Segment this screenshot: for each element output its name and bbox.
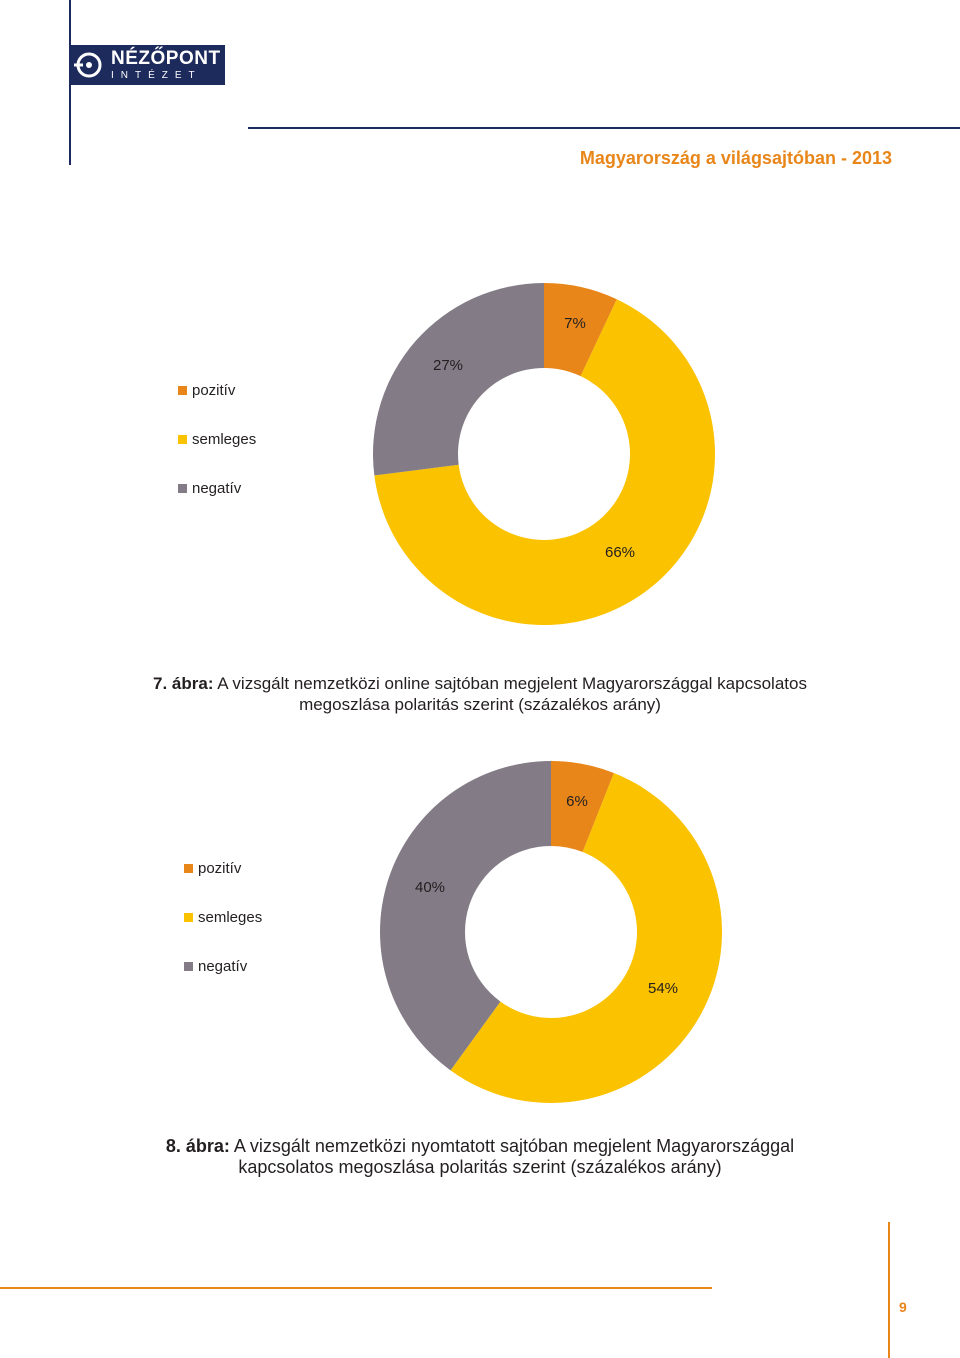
legend-swatch-negativ	[178, 484, 187, 493]
legend-swatch-semleges	[178, 435, 187, 444]
slice-negativ	[373, 283, 544, 475]
legend-item-semleges	[178, 429, 256, 449]
caption-text: A vizsgált nemzetközi online sajtóban megjelent Magyarországgal kapcsolatos	[213, 674, 807, 693]
data-label-negativ: 27%	[432, 357, 464, 374]
caption-text: A vizsgált nemzetközi nyomtatott sajtóban megjelent Magyarországgal	[229, 1136, 795, 1156]
legend-item-semleges	[184, 907, 262, 927]
legend-label: semleges	[198, 908, 263, 926]
footer-rule-horizontal	[0, 1287, 712, 1289]
donut-chart-online	[373, 283, 715, 625]
figure-caption-7	[60, 673, 900, 715]
data-label-semleges: 66%	[604, 544, 636, 561]
data-label-negativ: 40%	[414, 879, 446, 896]
legend-item-pozitiv	[178, 380, 256, 400]
data-label-semleges: 54%	[647, 980, 679, 997]
legend-item-pozitiv	[184, 858, 262, 878]
data-label-pozitiv: 6%	[566, 793, 588, 810]
legend-print	[184, 858, 262, 976]
data-label-pozitiv: 7%	[564, 315, 586, 332]
legend-item-negativ	[178, 478, 256, 498]
legend-swatch-semleges	[184, 913, 193, 922]
logo-name: NÉZŐPONT	[111, 48, 221, 69]
caption-prefix: 8. ábra:	[165, 1136, 230, 1156]
legend-label: negatív	[192, 479, 242, 497]
caption-prefix: 7. ábra:	[153, 674, 214, 693]
legend-swatch-negativ	[184, 962, 193, 971]
footer-rule-vertical	[888, 1222, 890, 1358]
legend-label: negatív	[198, 957, 248, 975]
legend-swatch-pozitiv	[178, 386, 187, 395]
legend-online	[178, 380, 256, 498]
page-title: Magyarország a világsajtóban - 2013	[579, 148, 892, 168]
figure-caption-8	[60, 1136, 900, 1178]
legend-label: pozitív	[192, 381, 236, 399]
caption-text: megoszlása polaritás szerint (százalékos arány)	[299, 695, 661, 714]
legend-swatch-pozitiv	[184, 864, 193, 873]
legend-label: pozitív	[198, 859, 242, 877]
caption-text: kapcsolatos megoszlása polaritás szerint (százalékos arány)	[238, 1157, 722, 1177]
legend-item-negativ	[184, 956, 262, 976]
legend-label: semleges	[192, 430, 257, 448]
page-number: 9	[899, 1299, 907, 1315]
logo-subtitle: INTÉZET	[111, 70, 202, 81]
donut-chart-print	[380, 761, 722, 1103]
